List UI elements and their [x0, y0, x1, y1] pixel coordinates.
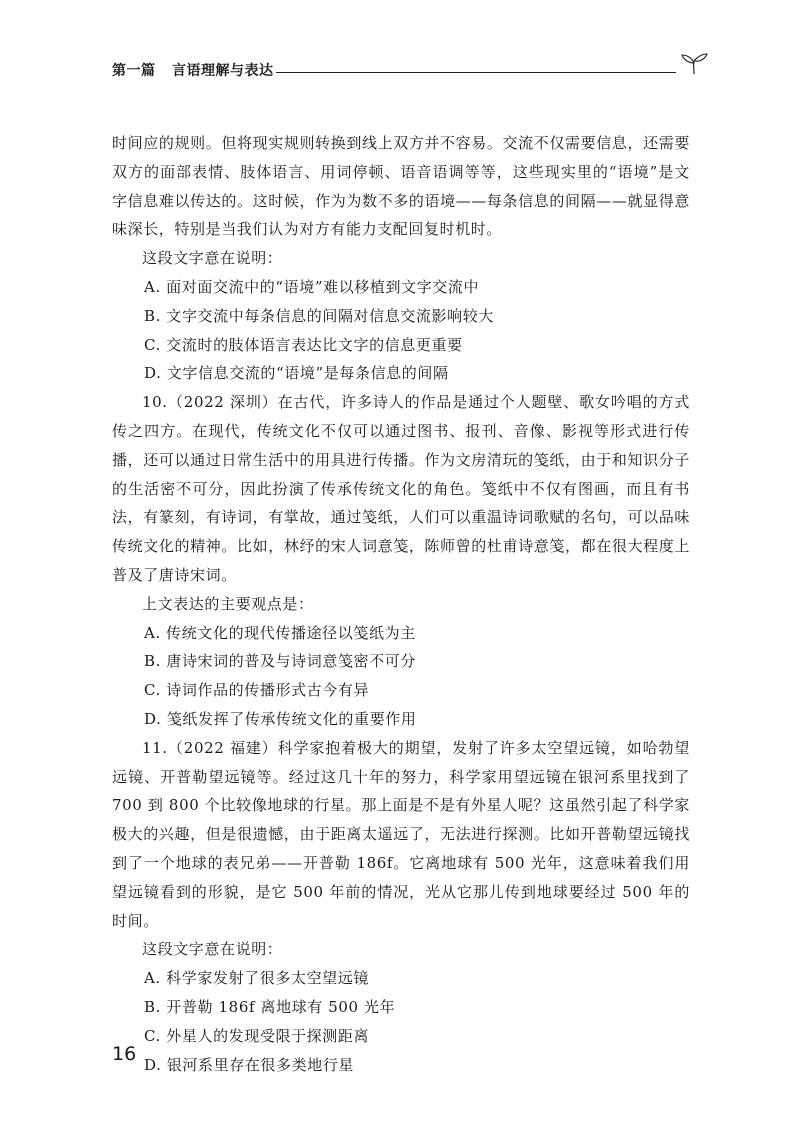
question-9-option-a: A. 面对面交流中的“语境”难以移植到文字交流中 [144, 277, 480, 296]
question-11-option-d: D. 银河系里存在很多类地行星 [144, 1055, 355, 1074]
header-part-label: 第一篇 [112, 63, 156, 79]
question-10-passage: 10.（2022 深圳）在古代，许多诗人的作品是通过个人题壁、歌女吟唱的方式传之四方。在现代，传统文化不仅可以通过图书、报刊、音像、影视等形式进行传播，还可以通过日常生活中的用具进行传播。作为文房清玩的笺纸，由于和知识分子的生活密不可分，因此扮演了传承传统文化的角色。笺纸中不仅有图画，而且有书法，有篆刻，有诗词，有掌故，通过笺纸，人们可以重温诗词歌赋的名句，可以品味传统文化的精神。比如，林纾的宋人词意笺，陈师曾的杜甫诗意笺，都在很大程度上普及了唐诗宋词。 [112, 393, 690, 584]
question-10-stem: 上文表达的主要观点是： [142, 594, 314, 613]
running-header [112, 60, 702, 90]
question-11-option-b: B. 开普勒 186f 离地球有 500 光年 [144, 997, 396, 1016]
question-11-option-a: A. 科学家发射了很多太空望远镜 [144, 969, 369, 988]
question-9-option-c: C. 交流时的肢体语言表达比文字的信息更重要 [144, 335, 463, 354]
question-10-option-d: D. 笺纸发挥了传承传统文化的重要作用 [144, 709, 417, 728]
question-9-option-d: D. 文字信息交流的“语境”是每条信息的间隔 [144, 364, 449, 383]
question-11-stem: 这段文字意在说明： [142, 940, 283, 959]
passage-continuation: 时间应的规则。但将现实规则转换到线上双方并不容易。交流不仅需要信息，还需要双方的面部表情、肢体语言、用词停顿、语音语调等等，这些现实里的“语境”是文字信息难以传达的。这时候，作为为数不多的语境——每条信息的间隔——就显得意味深长，特别是当我们认为对方有能力支配回复时机时。 [112, 134, 690, 239]
question-11-passage: 11.（2022 福建）科学家抱着极大的期望，发射了许多太空望远镜，如哈勃望远镜、开普勒望远镜等。经过这几十年的努力，科学家用望远镜在银河系里找到了 700 到 800 个比较像地球的行星。那上面是不是有外星人呢？这虽然引起了科学家极大的兴趣，但是很遗憾，由于距离太遥远了，无法进行探测。比如开普勒望远镜找到了一个地球的表兄弟——开普勒 186f。它离地球有 500 光年，这意味着我们用望远镜看到的形貌，是它 500 年前的情况，光从它那儿传到地球要经过 500 年的时间。 [112, 738, 690, 930]
question-10-option-c: C. 诗词作品的传播形式古今有异 [144, 681, 370, 700]
question-10-option-b: B. 唐诗宋词的普及与诗词意笺密不可分 [144, 652, 416, 671]
header-rule [276, 72, 676, 73]
question-10-option-a: A. 传统文化的现代传播途径以笺纸为主 [144, 623, 416, 642]
sprout-icon [678, 52, 710, 76]
question-9-option-b: B. 文字交流中每条信息的间隔对信息交流影响较大 [144, 306, 494, 325]
page-number: 16 [112, 1043, 137, 1065]
question-9-stem: 这段文字意在说明： [142, 249, 283, 268]
header-chapter-title: 言语理解与表达 [172, 63, 274, 79]
question-11-option-c: C. 外星人的发现受限于探测距离 [144, 1026, 370, 1045]
page-content [112, 129, 690, 1079]
